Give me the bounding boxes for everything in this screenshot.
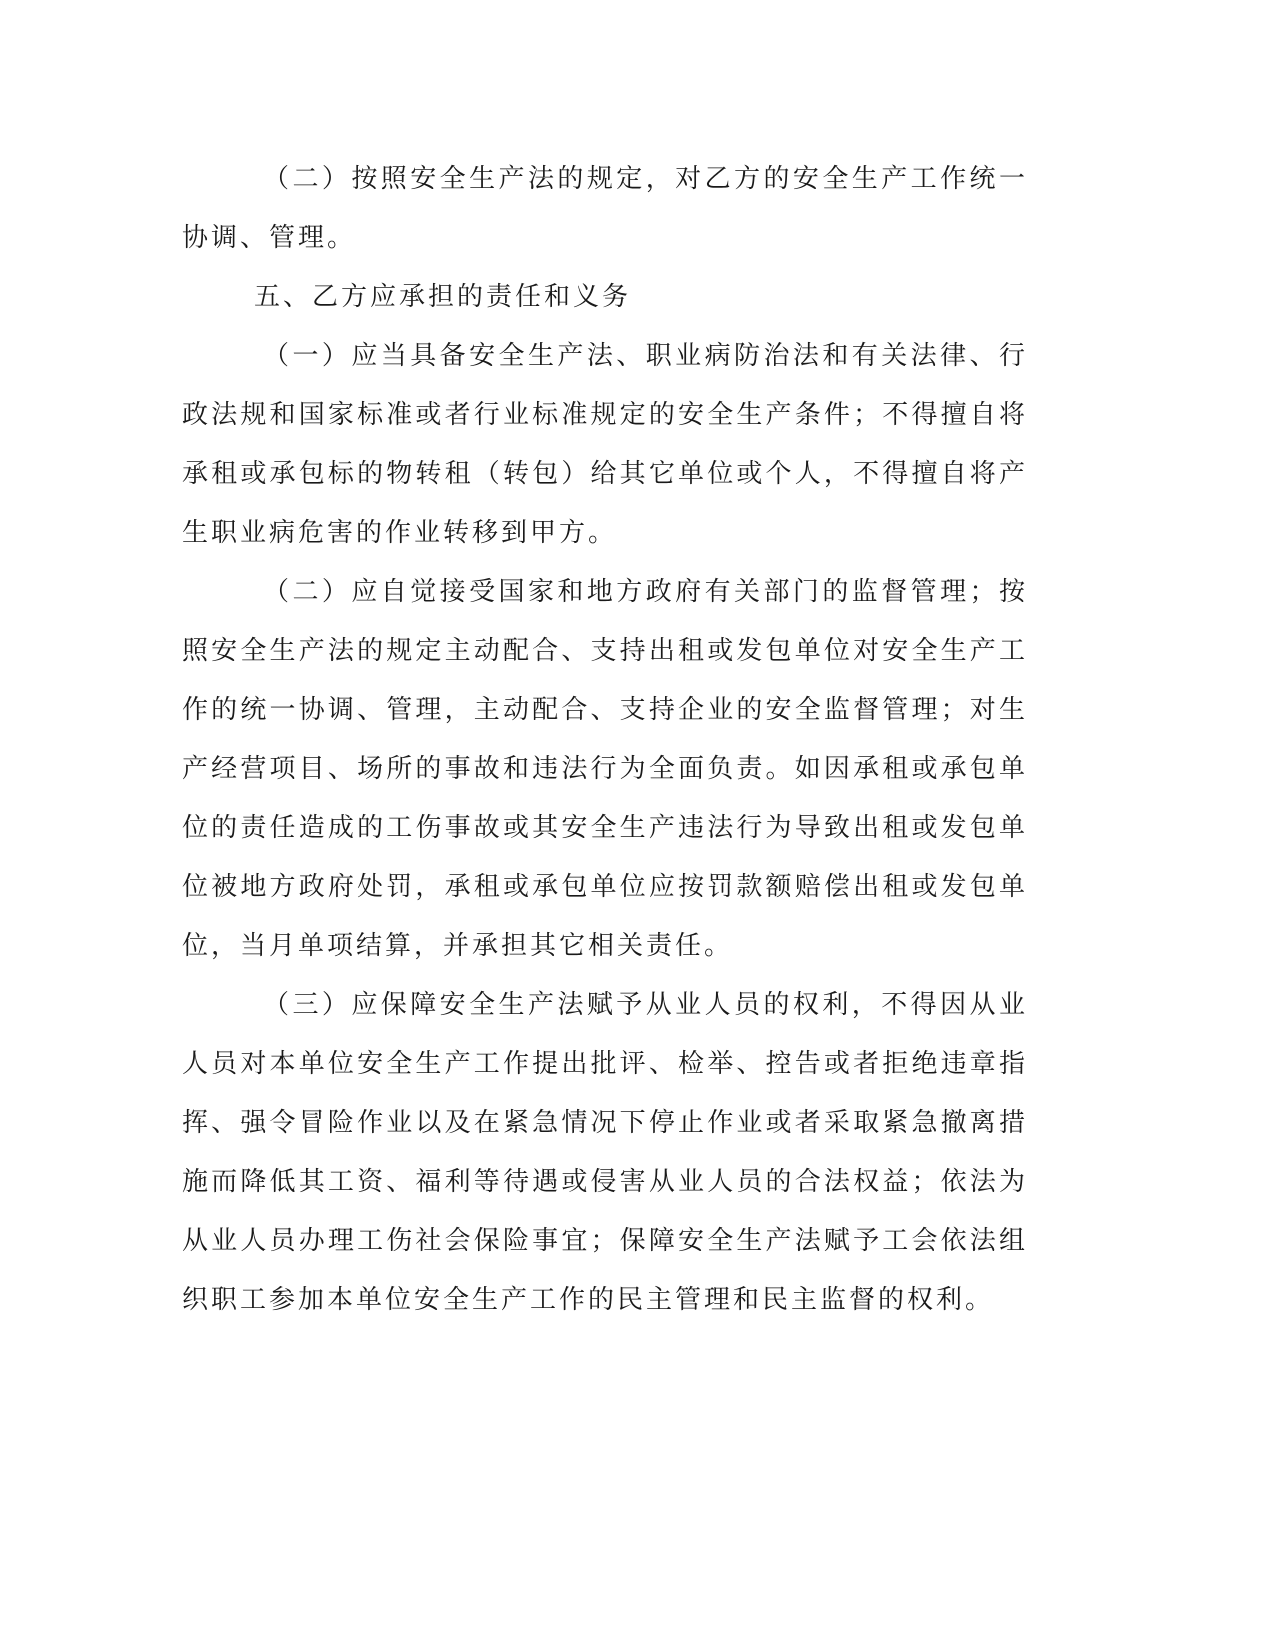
paragraph-clause-5-1: （一）应当具备安全生产法、职业病防治法和有关法律、行政法规和国家标准或者行业标准规定的安全生产条件；不得擅自将承租或承包标的物转租（转包）给其它单位或个人，不得擅自将产生职业病危害的作业转移到甲方。 (182, 341, 1028, 548)
document-body (182, 150, 1028, 1330)
section-heading-5: 五、乙方应承担的责任和义务 (254, 282, 632, 312)
paragraph-clause-5-3: （三）应保障安全生产法赋予从业人员的权利，不得因从业人员对本单位安全生产工作提出批评、检举、控告或者拒绝违章指挥、强令冒险作业以及在紧急情况下停止作业或者采取紧急撤离措施而降低其工资、福利等待遇或侵害从业人员的合法权益；依法为从业人员办理工伤社会保险事宜；保障安全生产法赋予工会依法组织职工参加本单位安全生产工作的民主管理和民主监督的权利。 (182, 990, 1028, 1315)
paragraph-clause-5-2: （二）应自觉接受国家和地方政府有关部门的监督管理；按照安全生产法的规定主动配合、支持出租或发包单位对安全生产工作的统一协调、管理，主动配合、支持企业的安全监督管理；对生产经营项目、场所的事故和违法行为全面负责。如因承租或承包单位的责任造成的工伤事故或其安全生产违法行为导致出租或发包单位被地方政府处罚，承租或承包单位应按罚款额赔偿出租或发包单位，当月单项结算，并承担其它相关责任。 (182, 577, 1028, 961)
paragraph-clause-4-2: （二）按照安全生产法的规定，对乙方的安全生产工作统一协调、管理。 (182, 164, 1028, 253)
